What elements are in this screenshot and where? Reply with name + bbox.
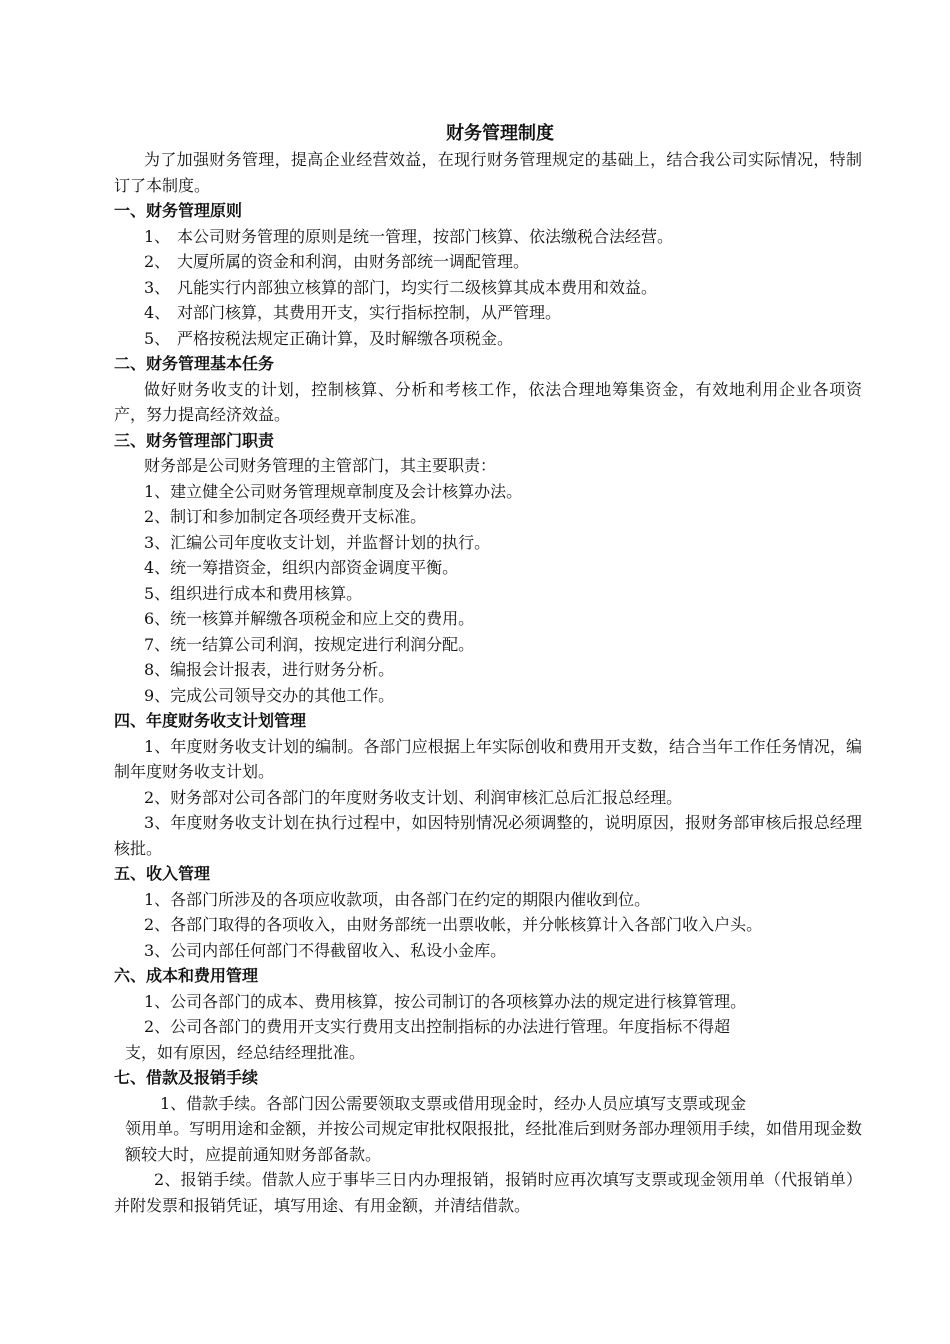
section-6-item: 1、公司各部门的成本、费用核算，按公司制订的各项核算办法的规定进行核算管理。	[144, 991, 747, 1011]
section-7-item-continuation: 领用单。写明用途和金额，并按公司规定审批权限报批，经批准后到财务部办理领用手续，如借用现金数额较大时，应提前通知财务部备款。	[125, 1119, 862, 1164]
document-title: 财务管理制度	[446, 123, 554, 144]
section-1-item: 2、 大厦所属的资金和利润，由财务部统一调配管理。	[144, 252, 530, 271]
section-6-item-continuation: 支，如有原因，经总结经理批准。	[125, 1042, 366, 1062]
section-1-item: 4、 对部门核算，其费用开支，实行指标控制，从严管理。	[144, 303, 562, 322]
section-3-item: 2、制订和参加制定各项经费开支标准。	[144, 507, 427, 526]
section-1-item: 1、 本公司财务管理的原则是统一管理，按部门核算、依法缴税合法经营。	[144, 226, 674, 246]
section-7-heading: 七、借款及报销手续	[114, 1068, 259, 1087]
section-1-item: 5、 严格按税法规定正确计算，及时解缴各项税金。	[144, 328, 514, 348]
section-1-heading: 一、财务管理原则	[114, 201, 243, 220]
section-7-item: 2、报销手续。借款人应于事毕三日内办理报销，报销时应再次填写支票或现金领用单（代报销单）并附发票和报销凭证，填写用途、有用金额，并清结借款。	[114, 1170, 862, 1215]
section-3-item: 6、统一核算并解缴各项税金和应上交的费用。	[144, 609, 475, 628]
section-3-heading: 三、财务管理部门职责	[114, 430, 275, 450]
section-4-item: 1、年度财务收支计划的编制。各部门应根据上年实际创收和费用开支数，结合当年工作任务情况，编制年度财务收支计划。	[114, 736, 862, 781]
section-3-item: 5、组织进行成本和费用核算。	[144, 583, 363, 603]
section-2-text: 做好财务收支的计划，控制核算、分析和考核工作，依法合理地筹集资金，有效地利用企业各项资产，努力提高经济效益。	[114, 379, 862, 424]
section-4-heading: 四、年度财务收支计划管理	[114, 711, 307, 730]
section-5-item: 1、各部门所涉及的各项应收款项，由各部门在约定的期限内催收到位。	[144, 889, 651, 909]
section-1-item: 3、 凡能实行内部独立核算的部门，均实行二级核算其成本费用和效益。	[144, 277, 658, 297]
section-5-item: 3、公司内部任何部门不得截留收入、私设小金库。	[144, 940, 507, 960]
section-3-item: 7、统一结算公司利润，按规定进行利润分配。	[144, 634, 475, 654]
section-6-item: 2、公司各部门的费用开支实行费用支出控制指标的办法进行管理。年度指标不得超	[144, 1017, 731, 1036]
section-3-item: 3、汇编公司年度收支计划，并监督计划的执行。	[144, 532, 491, 552]
section-3-item: 4、统一筹措资金，组织内部资金调度平衡。	[144, 558, 459, 577]
section-2-heading: 二、财务管理基本任务	[114, 354, 275, 373]
section-3-item: 9、完成公司领导交办的其他工作。	[144, 685, 395, 705]
section-3-lead: 财务部是公司财务管理的主管部门，其主要职责：	[144, 456, 497, 475]
section-4-item: 2、财务部对公司各部门的年度财务收支计划、利润审核汇总后汇报总经理。	[144, 787, 683, 807]
section-6-heading: 六、成本和费用管理	[114, 966, 259, 985]
section-5-item: 2、各部门取得的各项收入，由财务部统一出票收帐，并分帐核算计入各部门收入户头。	[144, 915, 763, 934]
document-body	[114, 147, 862, 1218]
section-7-item: 1、借款手续。各部门因公需要领取支票或借用现金时，经办人员应填写支票或现金	[160, 1093, 747, 1113]
section-5-heading: 五、收入管理	[114, 864, 211, 883]
section-4-item: 3、年度财务收支计划在执行过程中，如因特别情况必须调整的，说明原因，报财务部审核后报总经理核批。	[114, 813, 862, 858]
intro-paragraph: 为了加强财务管理，提高企业经营效益，在现行财务管理规定的基础上，结合我公司实际情况，特制订了本制度。	[114, 150, 862, 195]
section-3-item: 1、建立健全公司财务管理规章制度及会计核算办法。	[144, 481, 523, 501]
section-3-item: 8、编报会计报表，进行财务分析。	[144, 660, 395, 679]
